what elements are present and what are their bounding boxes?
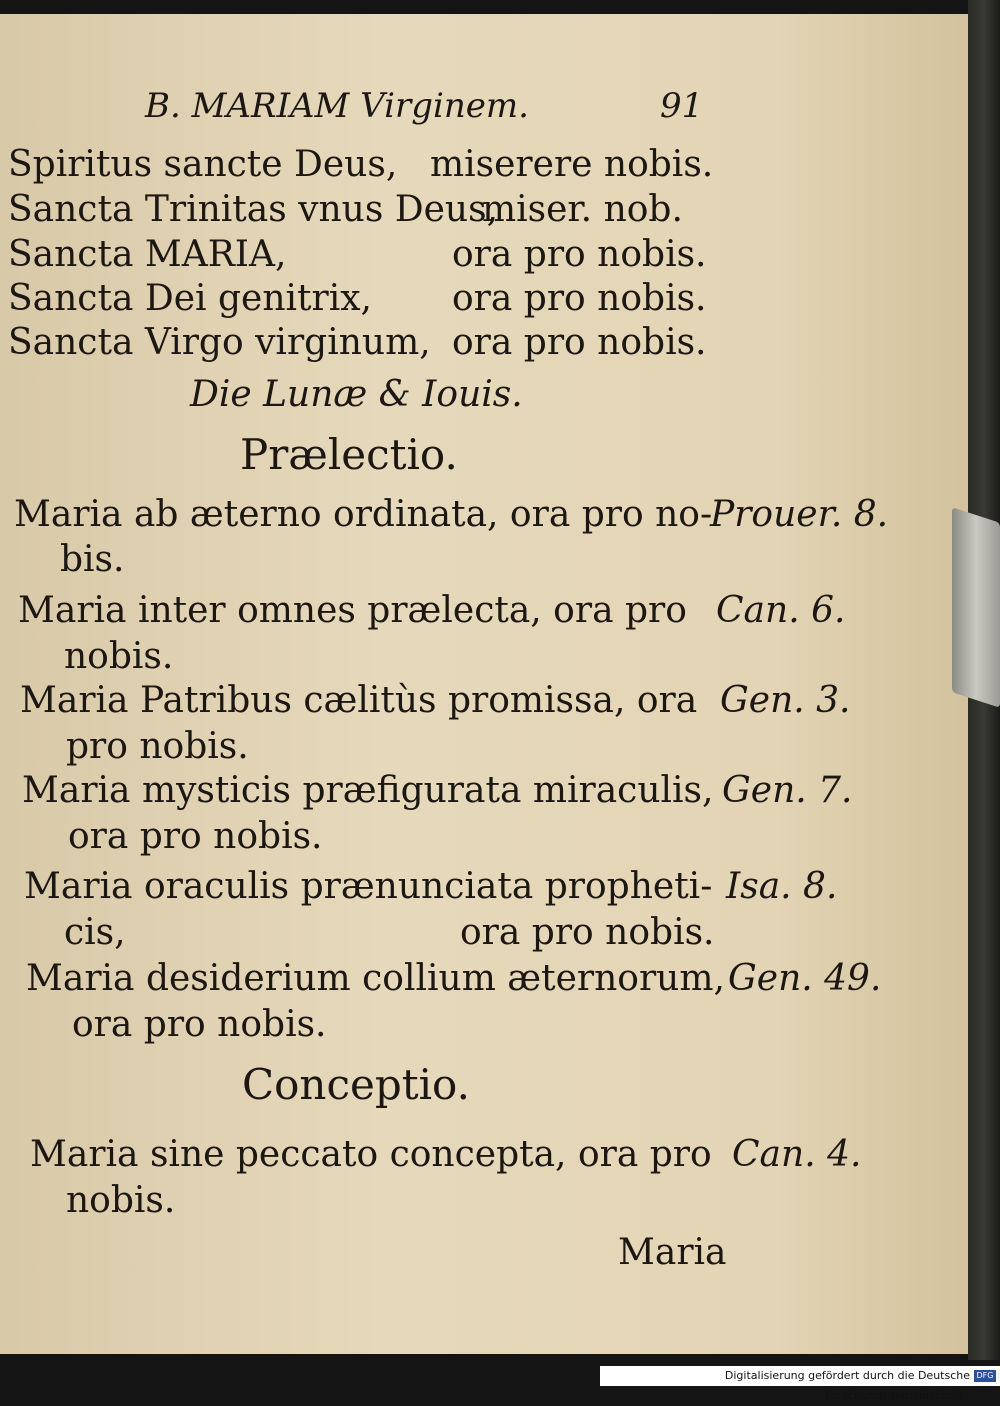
scripture-reference: Can. 6. — [716, 590, 846, 631]
entry-line: nobis. — [64, 636, 174, 677]
entry-line: pro nobis. — [66, 726, 249, 767]
entry-line: ora pro nobis. — [72, 1004, 327, 1045]
scripture-reference: Gen. 7. — [722, 770, 853, 811]
catchword: Maria — [618, 1232, 727, 1273]
entry-line: Maria Patribus cælitùs promissa, ora — [20, 680, 698, 721]
digitization-credit — [600, 1366, 1000, 1402]
page-tab-marker — [952, 507, 1000, 708]
scripture-reference: Gen. 49. — [728, 958, 882, 999]
page-number: 91 — [660, 86, 704, 126]
running-title: B. MARIAM Virginem. — [145, 86, 529, 126]
invocation-text: Sancta Trinitas vnus Deus, — [8, 189, 499, 230]
scripture-reference: Prouer. 8. — [710, 494, 889, 535]
section-heading: Prælectio. — [240, 430, 458, 479]
invocation-response: ora pro nobis. — [452, 234, 707, 275]
invocation-text: Sancta Virgo virginum, — [8, 322, 431, 363]
entry-line: Maria sine peccato concepta, ora pro — [30, 1134, 712, 1175]
invocation-response: miserere nobis. — [430, 144, 714, 185]
credit-text: Digitalisierung gefördert durch die Deutsche Forschungsgemeinschaft - — [724, 1369, 970, 1402]
invocation-response: ora pro nobis. — [452, 278, 707, 319]
invocation-text: Sancta MARIA, — [8, 234, 287, 275]
entry-line: Maria oraculis prænunciata propheti- — [24, 866, 713, 907]
scripture-reference: Can. 4. — [732, 1134, 862, 1175]
invocation-response: ora pro nobis. — [452, 322, 707, 363]
dfg-logo: DFG — [974, 1370, 996, 1382]
entry-line: Maria mysticis præfigurata miraculis, — [22, 770, 714, 811]
entry-line: ora pro nobis. — [68, 816, 323, 857]
invocation-response: miser. nob. — [482, 189, 683, 230]
book-page — [0, 14, 968, 1354]
entry-line: Maria ab æterno ordinata, ora pro no- — [14, 494, 713, 535]
section-heading: Conceptio. — [242, 1060, 470, 1109]
invocation-text: Spiritus sancte Deus, — [8, 144, 398, 185]
scripture-reference: Gen. 3. — [720, 680, 851, 721]
entry-line: cis, — [64, 912, 126, 953]
entry-line: bis. — [60, 539, 125, 580]
invocation-text: Sancta Dei genitrix, — [8, 278, 372, 319]
entry-line: Maria desiderium collium æternorum, — [26, 958, 725, 999]
entry-line: nobis. — [66, 1180, 176, 1221]
scripture-reference: Isa. 8. — [726, 866, 838, 907]
entry-line: Maria inter omnes prælecta, ora pro — [18, 590, 687, 631]
entry-line: ora pro nobis. — [460, 912, 715, 953]
day-note: Die Lunæ & Iouis. — [190, 374, 523, 415]
